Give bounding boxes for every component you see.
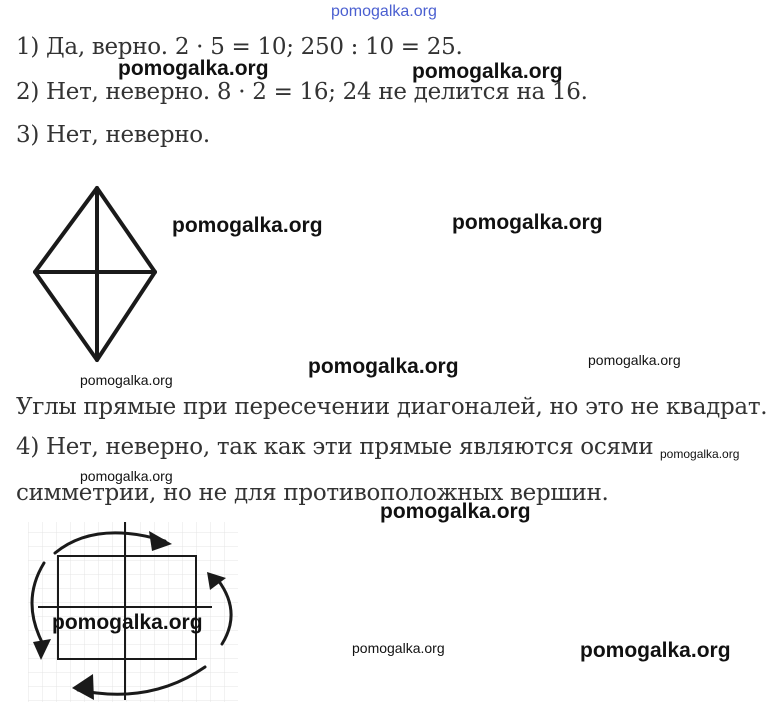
watermark-top: pomogalka.org [331,3,437,20]
watermark: pomogalka.org [80,468,173,484]
answer-line-2: 2) Нет, неверно. 8 · 2 = 16; 24 не делится на 16. [16,79,588,105]
watermark: pomogalka.org [412,60,563,83]
watermark: pomogalka.org [452,211,603,234]
watermark: pomogalka.org [660,447,740,461]
answer-line-5: 4) Нет, неверно, так как эти прямые являются осями [16,434,654,460]
watermark: pomogalka.org [352,640,445,656]
watermark: pomogalka.org [118,57,269,80]
watermark: pomogalka.org [580,639,731,662]
watermark: pomogalka.org [52,611,203,634]
answer-line-4: Углы прямые при пересечении диагоналей, но это не квадрат. [16,394,768,420]
watermark: pomogalka.org [588,352,681,368]
answer-line-3: 3) Нет, неверно. [16,122,210,148]
watermark: pomogalka.org [172,214,323,237]
answer-line-1: 1) Да, верно. 2 · 5 = 10; 250 : 10 = 25. [16,34,463,60]
answer-line-6: симметрии, но не для противоположных вершин. [16,480,609,506]
watermark: pomogalka.org [80,372,173,388]
watermark: pomogalka.org [308,355,459,378]
watermark: pomogalka.org [380,500,531,523]
